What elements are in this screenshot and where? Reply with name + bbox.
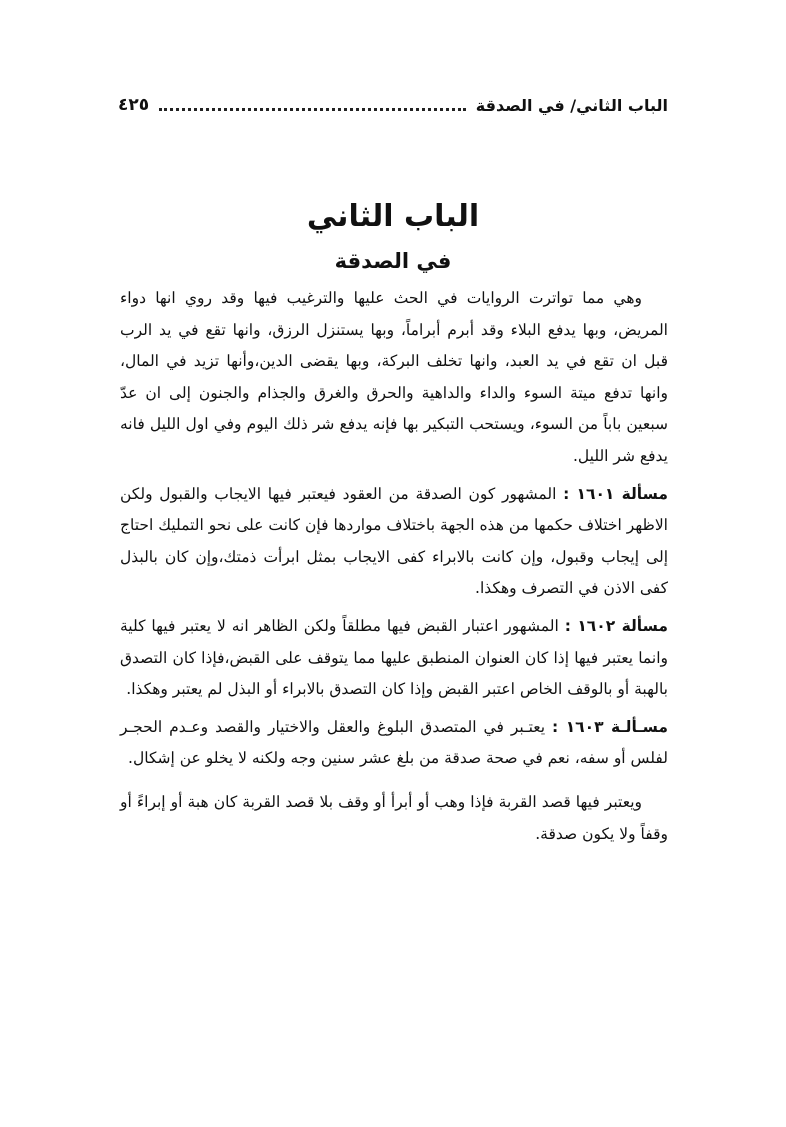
masala-paragraph xyxy=(120,712,668,775)
masala-label: مسألة ١٦٠١ : xyxy=(563,484,668,503)
chapter-subtitle: في الصدقة xyxy=(334,249,452,273)
chapter-title: الباب الثاني xyxy=(306,199,480,234)
masala-1602 xyxy=(120,611,668,706)
masala-label: مسألة ١٦٠٢ : xyxy=(564,616,668,635)
masala-text: المشهور كون الصدقة من العقود فيعتبر فيها الايجاب والقبول ولكن الاظهر اختلاف حكمها من هذه الجهة باختلاف مواردها فإن كانت على نحو التمليك احتاج إلى إيجاب وقبول، وإن كانت بالابراء كفى الايجاب بمثل ابرأت ذمتك،وإن كان بالبذل كفى الاذن في التصرف وهكذا. xyxy=(120,484,668,598)
intro-paragraph: وهي مما تواترت الروايات في الحث عليها والترغيب فيها وقد روي انها دواء المريض، وبها يدفع البلاء وقد أبرم أبراماً، وبها يستنزل الرزق، وانها تقع في يد الرب قبل ان تقع في يد العبد، وانها تخلف البركة، وبها يقضى الدين،وأنها تزيد في المال، وانها تدفع ميتة السوء والداء والداهية والحرق والغرق والجذام والجنون إلى ان عدّ سبعين باباً من السوء، ويستحب التبكير بها فإنه يدفع شر ذلك اليوم وفي اول الليل فانه يدفع شر الليل. xyxy=(120,289,668,465)
body-text xyxy=(120,283,668,850)
masala-1601 xyxy=(120,479,668,605)
closing-paragraph: ويعتبر فيها قصد القربة فإذا وهب أو أبرأ أو وقف بلا قصد القربة كان هبة أو إبراءً أو وقفاً ولا يكون صدقة. xyxy=(120,792,668,843)
masala-text: يعتـبر في المتصدق البلوغ والعقل والاختيار والقصد وعـدم الحجـر لفلس أو سفه، نعم في صحة صدقة من بلغ عشر سنين وجه ولكنه لا يخلو عن إشكال. xyxy=(120,717,668,768)
masala-text: المشهور اعتبار القبض فيها مطلقاً ولكن الظاهر انه لا يعتبر فيها كلية وانما يعتبر فيها إذا كان العنوان المنطبق عليها مما يتوقف على القبض،فإذا كان التصدق بالهبة أو بالوقف الخاص اعتبر القبض وإذا كان التصدق بالابراء أو البذل لم يعتبر وهكذا. xyxy=(120,616,668,699)
dot-leader xyxy=(159,108,466,111)
running-header xyxy=(118,90,668,120)
masala-paragraph xyxy=(120,611,668,706)
masala-1603 xyxy=(120,712,668,775)
masala-paragraph xyxy=(120,479,668,605)
masala-label: مسـألـة ١٦٠٣ : xyxy=(552,717,668,736)
page-number: ٤٢٥ xyxy=(118,95,150,115)
running-title: الباب الثاني/ في الصدقة xyxy=(475,95,668,115)
